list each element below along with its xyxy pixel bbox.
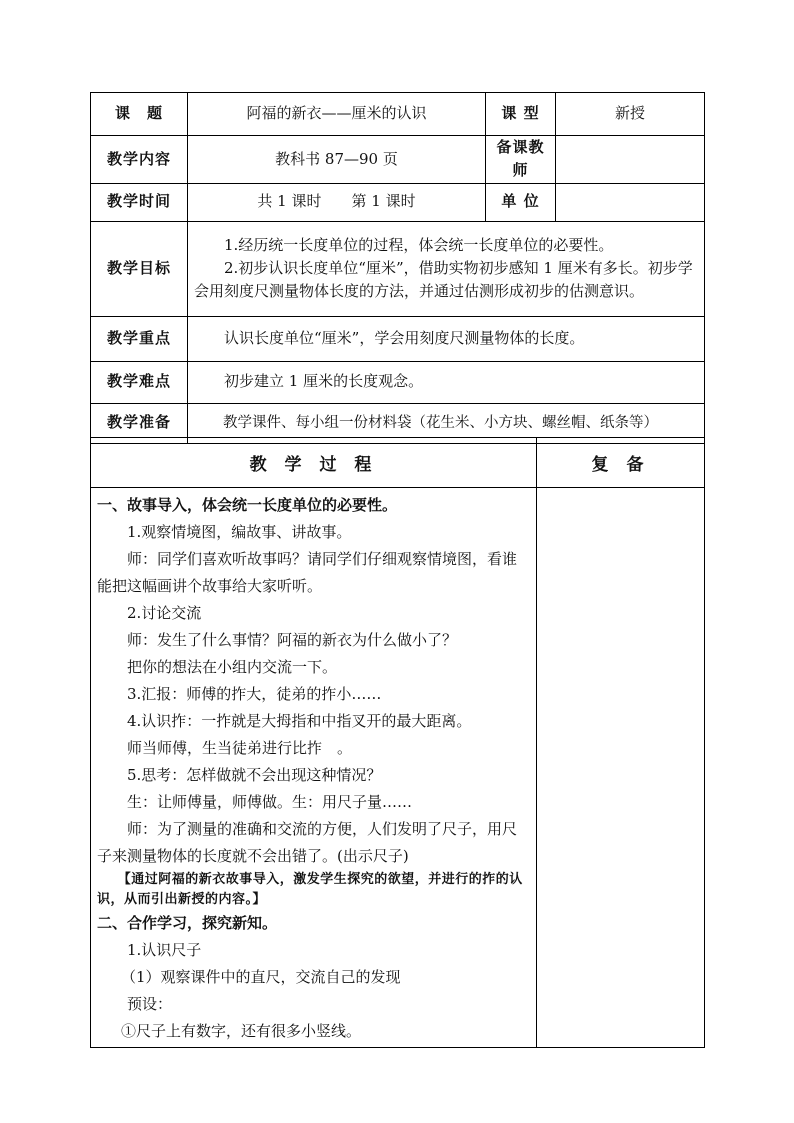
unit-value (556, 183, 705, 221)
goal-1: 1.经历统一长度单位的过程，体会统一长度单位的必要性。 (224, 235, 614, 254)
process-table (90, 437, 705, 1048)
row-goals (91, 221, 705, 316)
s1-line-6: 3.汇报：师傅的拃大，徒弟的拃小…… (127, 685, 382, 703)
row-time (91, 183, 705, 221)
row-content (91, 136, 705, 184)
s2-line-1: 1.认识尺子 (127, 941, 202, 959)
type-value: 新授 (556, 93, 705, 136)
goals-value (188, 221, 705, 316)
label-unit: 单 位 (486, 183, 556, 221)
s1-line-5: 把你的想法在小组内交流一下。 (127, 658, 338, 676)
s1-line-1: 1.观察情境图，编故事、讲故事。 (127, 523, 352, 541)
s1-line-4: 师：发生了什么事情？阿福的新衣为什么做小了？ (127, 631, 458, 649)
key-value: 认识长度单位“厘米”，学会用刻度尺测量物体的长度。 (188, 316, 705, 361)
section-1-title: 一、故事导入，体会统一长度单位的必要性。 (97, 496, 398, 514)
time-value: 共 1 课时 第 1 课时 (188, 183, 486, 221)
s2-line-4: ①尺子上有数字，还有很多小竖线。 (121, 1022, 362, 1040)
section-2-title: 二、合作学习，探究新知。 (97, 914, 278, 932)
s2-line-2: （1）观察课件中的直尺，交流自己的发现 (121, 968, 401, 986)
s1-line-9: 5.思考：怎样做就不会出现这种情况？ (127, 766, 382, 784)
s1-line-11: 师：为了测量的准确和交流的方便，人们发明了尺子，用尺子来测量物体的长度就不会出错了。(出示尺子) (97, 820, 518, 865)
label-type: 课 型 (486, 93, 556, 136)
prep-value: 教学课件、每小组一份材料袋（花生米、小方块、螺丝帽、纸条等） (188, 403, 705, 443)
label-difficulty: 教学难点 (91, 361, 188, 403)
label-topic: 课 题 (91, 93, 188, 136)
topic-value: 阿福的新衣——厘米的认识 (188, 93, 486, 136)
s1-line-10: 生：让师傅量，师傅做。生：用尺子量…… (127, 793, 413, 811)
review-header: 复 备 (537, 438, 705, 488)
label-content: 教学内容 (91, 136, 188, 184)
content-value: 教科书 87—90 页 (188, 136, 486, 184)
row-topic (91, 93, 705, 136)
teacher-value (556, 136, 705, 184)
label-key: 教学重点 (91, 316, 188, 361)
process-header: 教 学 过 程 (91, 438, 537, 488)
goal-2: 2.初步认识长度单位“厘米”，借助实物初步感知 1 厘米有多长。初步学会用刻度尺测量物体长度的方法，并通过估测形成初步的估测意识。 (194, 258, 693, 301)
review-body (537, 488, 705, 1048)
label-prep: 教学准备 (91, 403, 188, 443)
s2-line-3: 预设： (127, 995, 173, 1013)
s1-line-8: 师当师傅，生当徒弟进行比拃 。 (127, 739, 353, 757)
label-teacher: 备课教师 (486, 136, 556, 184)
s1-note: 【通过阿福的新衣故事导入，激发学生探究的欲望，并进行的拃的认识，从而引出新授的内容。】 (97, 872, 523, 907)
process-body (91, 488, 537, 1048)
label-goals: 教学目标 (91, 221, 188, 316)
difficulty-value: 初步建立 1 厘米的长度观念。 (188, 361, 705, 403)
s1-line-3: 2.讨论交流 (127, 604, 202, 622)
s1-line-2: 师：同学们喜欢听故事吗？请同学们仔细观察情境图，看谁能把这幅画讲个故事给大家听听。 (97, 550, 518, 595)
row-key (91, 316, 705, 361)
label-time: 教学时间 (91, 183, 188, 221)
row-difficulty (91, 361, 705, 403)
s1-line-7: 4.认识拃：一拃就是大拇指和中指叉开的最大距离。 (127, 712, 472, 730)
lesson-info-table (90, 92, 705, 444)
